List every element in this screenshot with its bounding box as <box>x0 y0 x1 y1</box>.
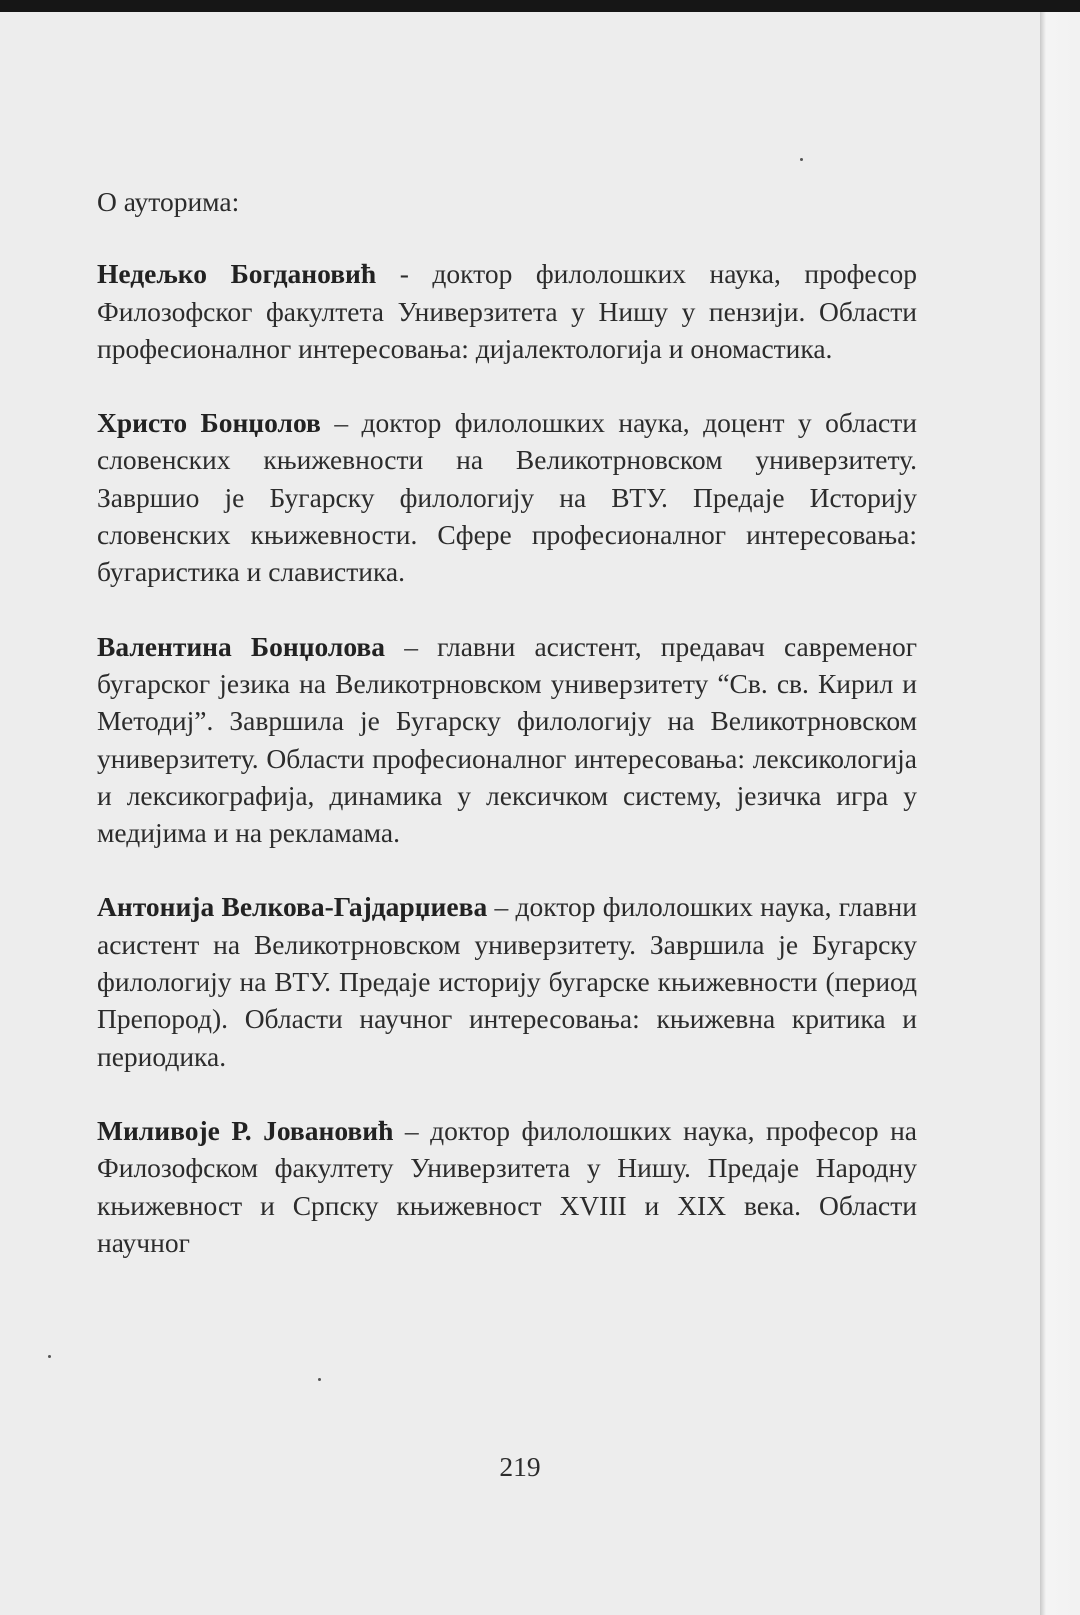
scan-top-band <box>0 0 1080 12</box>
author-entry <box>97 1112 917 1261</box>
section-heading: О ауторима: <box>97 186 240 217</box>
author-entry <box>97 404 917 590</box>
page-edge <box>1040 12 1080 1615</box>
scan-speck <box>48 1355 51 1358</box>
scan-speck <box>318 1378 321 1381</box>
page-content <box>97 183 917 1298</box>
page-number: 219 <box>499 1451 541 1482</box>
author-entry <box>97 888 917 1074</box>
author-bio: – главни асистент, предавач савременог бугарског језика на Великотрновском универзитету “Св. св. Кирил и Методиј”. Завршила је Бугарску филологију на Великотрновском универзитету. Области професионалног интересовања: лексикологија и лексикографија, динамика у лексичком систему, језичка игра у медијима и на рекламама. <box>97 630 917 849</box>
author-name: Миливоје Р. Јовановић <box>97 1114 394 1146</box>
author-bio: - доктор филолошких наука, професор Филозофског факултета Универзитета у Нишу у пензији. Области професионалног интересовања: дијалектологија и ономастика. <box>97 258 918 364</box>
author-name: Христо Бонџолов <box>97 407 321 439</box>
scan-speck <box>800 158 803 161</box>
author-bio: – доктор филолошких наука, доцент у области словенских књижевности на Великотрновском универзитету. Завршио је Бугарску филологију на ВТУ. Предаје Историју словенских књижевности. Сфере професионалног интересовања: бугаристика и славистика. <box>97 407 918 588</box>
author-name: Антонија Велкова-Гајдарџиева <box>97 891 488 923</box>
author-entry <box>97 255 917 367</box>
author-bio: – доктор филолошких наука, професор на Филозофском факултету Универзитета у Нишу. Предаје Народну књижевност и Српску књижевност XVIII и XIX века. Области научног <box>97 1114 918 1258</box>
author-name: Валентина Бонџолова <box>97 630 386 662</box>
author-entry <box>97 628 917 852</box>
author-name: Недељко Богдановић <box>97 258 377 290</box>
author-bio: – доктор филолошких наука, главни асистент на Великотрновском универзитету. Завршила је Бугарску филологију на ВТУ. Предаје историју бугарске књижевности (период Препород). Области научног интересовања: књижевна критика и периодика. <box>97 891 917 1072</box>
